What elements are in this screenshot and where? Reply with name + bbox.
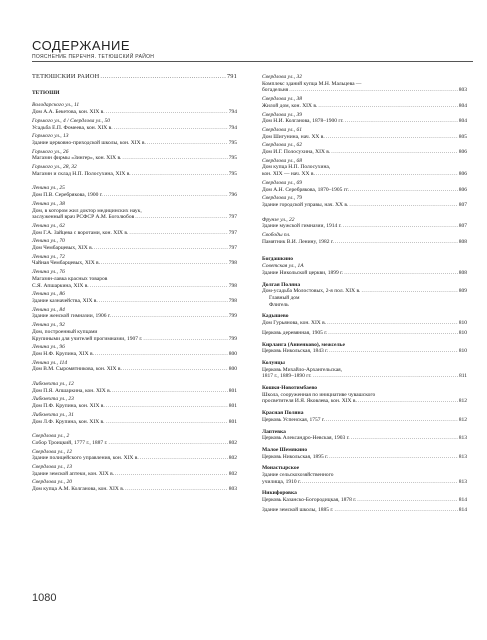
- village-name: Кирланга (Анненково), межселье: [262, 341, 345, 348]
- village-entry: [262, 447, 467, 460]
- entry-page: 813: [458, 453, 467, 460]
- entry-page: 804: [458, 118, 467, 125]
- entry-street: Ленина ул., 86: [32, 291, 65, 298]
- entry-street: Свердлова ул., 32: [262, 74, 302, 80]
- dot-leader: [140, 455, 228, 462]
- entry-desc: Магазин и склад Н.П. Полосухина, XIX в.: [32, 170, 131, 177]
- entry-desc: Усадьба Е.П. Фомеева, кон. XIX в.: [32, 124, 113, 131]
- toc-entry: [32, 185, 237, 198]
- entry-street: Горького ул., 26: [32, 148, 69, 155]
- page-title: СОДЕРЖАНИЕ: [32, 38, 131, 53]
- entry-subitem: Флигель: [269, 301, 289, 308]
- entry-page: 796: [228, 192, 237, 199]
- entry-page: 806: [458, 186, 467, 193]
- toc-entry: [32, 307, 237, 320]
- entry-street: Ленина ул., 62: [32, 222, 65, 229]
- entry-page: 802: [228, 439, 237, 446]
- entry-page: 813: [458, 478, 467, 485]
- dot-leader: [329, 348, 458, 355]
- entry-page: 801: [228, 418, 237, 425]
- dot-leader: [143, 336, 227, 343]
- toc-entry-row[interactable]: [32, 351, 237, 358]
- village-name: Лаптевка: [262, 428, 286, 435]
- dot-leader: [358, 398, 458, 405]
- toc-entry-row[interactable]: [262, 435, 467, 442]
- entry-street: Советская ул., 1А: [262, 263, 304, 270]
- village-name: Кошки-Новотимбаево: [262, 385, 318, 392]
- toc-entry-row[interactable]: [262, 373, 467, 380]
- entry-desc-line: Магазин-лавка красных товаров: [32, 275, 108, 282]
- entry-desc: 1817 г., 1889–1890 гг.: [262, 373, 312, 380]
- entry-page: 797: [228, 229, 237, 236]
- toc-entry: [32, 449, 237, 462]
- entry-street: Горького ул., 13: [32, 133, 69, 140]
- entry-desc-line: Дом купца Н.П. Полосухина,: [262, 164, 331, 171]
- toc-entry-row[interactable]: [32, 440, 237, 447]
- toc-entry: [262, 112, 467, 125]
- entry-desc-line: Здание сельскохозяйственного: [262, 472, 334, 479]
- entry-street: Свердлова ул., 2: [32, 433, 70, 440]
- toc-entry-row[interactable]: [262, 87, 467, 94]
- entry-street: Свердлова ул., 39: [262, 111, 302, 118]
- village-entry: [262, 490, 467, 513]
- entry-page: 797: [228, 214, 237, 221]
- toc-entry: [262, 158, 467, 178]
- toc-entry: [262, 142, 467, 155]
- entry-desc: Дом Л.Ф. Крупина, кон. XIX в.: [32, 418, 105, 425]
- village-name: Кадышево: [262, 313, 289, 320]
- toc-entry-row[interactable]: [32, 214, 237, 221]
- entry-street: Ленина ул., 96: [32, 344, 65, 351]
- toc-entry-row[interactable]: [32, 366, 237, 373]
- entry-street: Либкнехта ул., 12: [32, 381, 74, 388]
- dot-leader: [99, 298, 228, 305]
- toc-entry: [32, 133, 237, 146]
- header: [32, 38, 472, 60]
- dot-leader: [328, 330, 457, 337]
- village-name: Монастырское: [262, 465, 300, 472]
- toc-entry: [262, 96, 467, 109]
- entry-page: 811: [458, 373, 467, 380]
- entry-page: 800: [228, 366, 237, 373]
- entry-page: 799: [228, 313, 237, 320]
- entry-street: Ленина ул., 114: [32, 359, 68, 366]
- entry-desc: Дом купца А.М. Колганова, кон. XIX в.: [32, 486, 125, 493]
- entry-desc: Здание церковно-приходской школы, кон. XIX в.: [32, 139, 146, 146]
- toc-district[interactable]: ТЕТЮШСКИЙ РАЙОН ..... 791: [32, 74, 237, 81]
- village-entry: [262, 410, 467, 423]
- village-name: Малое Шемякино: [262, 446, 308, 453]
- entry-page: 808: [458, 269, 467, 276]
- entry-desc: Дом Шигунина, нач. XX в.: [262, 133, 325, 140]
- entry-street: Ленина ул., 70: [32, 238, 65, 245]
- toc-entry-row[interactable]: [262, 118, 467, 125]
- toc-entry: [32, 322, 237, 342]
- village-name: Богдашкино: [262, 256, 294, 263]
- village-entry: [262, 282, 467, 309]
- entry-page: 802: [228, 470, 237, 477]
- entry-street: Свердлова ул., 38: [262, 96, 302, 103]
- toc-entry-row[interactable]: [32, 171, 237, 178]
- village-name: Долгая Поляна: [262, 281, 301, 288]
- dot-leader: [326, 417, 458, 424]
- entry-desc: Дом П.Я. Апшаркина, кон. XIX в.: [32, 387, 112, 394]
- dot-leader: [361, 288, 457, 295]
- entry-street: Свердлова ул., 20: [32, 479, 72, 486]
- entry-page: 794: [228, 124, 237, 131]
- toc-entry: [32, 269, 237, 289]
- entry-desc: Здание Никольской церкви, 1899 г.: [262, 269, 344, 276]
- right-entries-2: [262, 217, 467, 246]
- toc-entry: [32, 479, 237, 492]
- toc-entry-row[interactable]: [262, 270, 467, 277]
- dot-leader: [302, 479, 458, 486]
- entry-desc: Собор Троицкий, 1777 г., 1887 г.: [32, 439, 108, 446]
- entry-page: 810: [458, 329, 467, 336]
- entry-desc: Здание казначейства, XIX в.: [32, 297, 98, 304]
- toc-entry-row[interactable]: [32, 313, 237, 320]
- entry-desc: Здание полицейского управления, кон. XIX в.: [32, 455, 139, 462]
- toc-entry-row[interactable]: [32, 109, 237, 116]
- village-name: Красная Поляна: [262, 410, 304, 417]
- entry-page: 799: [228, 335, 237, 342]
- entry-page: 798: [228, 260, 237, 267]
- dot-leader: [132, 171, 228, 178]
- dot-leader: [147, 140, 228, 147]
- toc-entry-row[interactable]: [32, 486, 237, 493]
- dot-leader: [123, 366, 228, 373]
- toc-entry: [32, 254, 237, 267]
- toc-entry-row[interactable]: [32, 140, 237, 147]
- toc-entry-row[interactable]: [262, 202, 467, 209]
- dot-leader: [329, 454, 458, 461]
- entry-desc: училища, 1910 г.: [262, 478, 301, 485]
- entry-desc: Дом П.Ф. Крупина, кон. XIX в.: [32, 403, 105, 410]
- right-entries: [262, 74, 467, 209]
- toc-entry-row[interactable]: [32, 125, 237, 132]
- entry-desc: Здание земской аптеки, кон. XIX в.: [32, 470, 115, 477]
- toc-entry: [32, 381, 237, 394]
- toc-entry: [262, 195, 467, 208]
- toc-entry-row[interactable]: [32, 192, 237, 199]
- toc-entry: [32, 433, 237, 446]
- toc-entry: [32, 464, 237, 477]
- entry-desc: Магазин фирмы «Зингер», кон. XIX в.: [32, 155, 122, 162]
- toc-entry: [32, 412, 237, 425]
- toc-entry: [262, 217, 467, 230]
- toc-entry-row[interactable]: [262, 320, 467, 327]
- toc-entry-row[interactable]: [32, 283, 237, 290]
- entry-street: Ленина ул., 84: [32, 306, 65, 313]
- toc-entry: [32, 360, 237, 373]
- village-entry: [262, 465, 467, 485]
- toc-entry: [32, 201, 237, 221]
- entry-desc: Дом И.Г. Полосухина, XIX в.: [262, 149, 331, 156]
- divider: [32, 61, 473, 62]
- entry-street: Свердлова ул., 13: [32, 464, 72, 471]
- entry-desc: Здание городской управы, нач. XX в.: [262, 201, 349, 208]
- entry-page: 809: [458, 288, 467, 295]
- right-column: [262, 74, 467, 519]
- toc-entry-row[interactable]: [32, 419, 237, 426]
- dot-leader: [357, 497, 457, 504]
- entry-desc-line: Дом, в котором жил доктор медицинских наук,: [32, 207, 142, 214]
- toc-entry-row[interactable]: [262, 417, 467, 424]
- entry-desc: Церковь Александро-Невская, 1903 г.: [262, 435, 350, 442]
- village-name: Колунцы: [262, 359, 285, 366]
- dot-leader: [351, 435, 458, 442]
- toc-entry: [262, 127, 467, 140]
- entry-page: 802: [228, 455, 237, 462]
- entry-desc: заслуженный врач РСФСР А.М. Боголюбов: [32, 214, 135, 221]
- dot-leader: [106, 109, 228, 116]
- village-entry: [262, 342, 467, 355]
- entry-desc: Крупиными для учителей прогимназии, 1907 г.: [32, 335, 143, 342]
- entry-page: 814: [458, 506, 467, 513]
- toc-entry-row[interactable]: [262, 454, 467, 461]
- toc-entry-row[interactable]: [262, 497, 467, 504]
- entry-street: Свердлова ул., 79: [262, 195, 302, 202]
- entry-page: 800: [228, 350, 237, 357]
- toc-entry: [32, 164, 237, 177]
- dot-leader: [95, 351, 228, 358]
- toc-entry-row[interactable]: [32, 455, 237, 462]
- dot-leader: [335, 239, 458, 246]
- toc-entry-row[interactable]: [262, 479, 467, 486]
- toc-entry: [32, 102, 237, 115]
- dot-leader: [125, 486, 228, 493]
- entry-desc: С.Я. Апшаркина, XIX в.: [32, 282, 89, 289]
- entry-desc: богадельня: [262, 87, 289, 94]
- entry-page: 807: [458, 201, 467, 208]
- toc-entry-row[interactable]: [32, 298, 237, 305]
- entry-desc: Дом В.М. Сыромятникова, кон. XIX в.: [32, 366, 122, 373]
- toc-entry-row[interactable]: [262, 171, 467, 178]
- entry-street: Либкнехта ул., 31: [32, 411, 74, 418]
- dot-leader: [112, 313, 228, 320]
- toc-town: ТЕТЮШИ: [32, 89, 60, 96]
- entry-desc: Церковь Успенская, 1757 г.: [262, 416, 325, 423]
- toc-entry-row[interactable]: [32, 230, 237, 237]
- entry-subitem: Главный дом: [269, 294, 300, 301]
- entry-desc: Церковь Никольская, 1843 г.: [262, 348, 329, 355]
- dot-leader: [101, 260, 228, 267]
- entry-street: Либкнехта ул., 23: [32, 396, 74, 403]
- toc-entry-row[interactable]: [32, 471, 237, 478]
- dot-leader: [334, 507, 457, 514]
- left-groups: [32, 102, 237, 492]
- entry-page: 808: [458, 238, 467, 245]
- dot-leader: [345, 118, 458, 125]
- entry-page: 806: [458, 171, 467, 178]
- toc-entry-row[interactable]: [262, 348, 467, 355]
- entry-page: 810: [458, 348, 467, 355]
- toc-entry-row[interactable]: [32, 388, 237, 395]
- entry-page: 794: [228, 109, 237, 116]
- dot-leader: [135, 214, 228, 221]
- entry-street: Володарского ул., 11: [32, 102, 80, 109]
- toc-entry-row[interactable]: [262, 398, 467, 405]
- entry-page: 798: [228, 282, 237, 289]
- entry-street: Свободы пл.: [262, 232, 291, 239]
- toc-entry-row[interactable]: [262, 288, 467, 295]
- entry-page: 804: [458, 102, 467, 109]
- entry-desc: Церковь Никольская, 1895 г.: [262, 453, 329, 460]
- entry-desc: Дом П.В. Серебрякова, 1900 г.: [32, 192, 103, 199]
- toc-entry: [32, 291, 237, 304]
- toc-entry: [32, 396, 237, 409]
- entry-street: Фрунзе ул., 22: [262, 216, 295, 223]
- page-subtitle: ПОЯСНЕНИЕ ПЕРЕЧНЯ. ТЕТЮШСКИЙ РАЙОН: [32, 54, 155, 60]
- dot-leader: [129, 230, 227, 237]
- dot-leader: [318, 103, 457, 110]
- entry-page: 810: [458, 320, 467, 327]
- dot-leader: [94, 245, 228, 252]
- dot-leader: [343, 223, 458, 230]
- dot-leader: [344, 270, 458, 277]
- dot-leader: [289, 87, 458, 94]
- toc-entry-row[interactable]: [262, 134, 467, 141]
- entry-desc-line: Школа, сооруженная по инициативе чувашского: [262, 391, 376, 398]
- entry-desc-line: Комплекс зданий купца М.Н. Мальцева —: [262, 80, 362, 87]
- entry-desc: Дом Гурьянова, кон. XIX в.: [262, 320, 327, 327]
- entry-desc: Церковь Казанско-Богородицкая, 1878 г.: [262, 497, 357, 504]
- entry-desc: Дом Н.И. Колганова, 1878–1900 гг.: [262, 118, 344, 125]
- dot-leader: [114, 125, 228, 132]
- village-entry: [262, 256, 467, 276]
- entry-desc: Дом Г.А. Зайцева с воротами, кон. XIX в.: [32, 229, 129, 236]
- entry-page: 806: [458, 149, 467, 156]
- dot-leader: [112, 388, 228, 395]
- entry-page: 814: [458, 497, 467, 504]
- entry-desc: Дом Чембарцевых, XIX в.: [32, 245, 94, 252]
- entry-street: Ленина ул., 76: [32, 269, 65, 276]
- toc-entry-row[interactable]: [32, 245, 237, 252]
- entry-street: Ленина ул., 25: [32, 185, 65, 192]
- entry-desc: Памятник В.И. Ленину, 1982 г.: [262, 238, 334, 245]
- entry-street: Ленина ул., 92: [32, 322, 65, 329]
- dot-leader: [313, 373, 458, 380]
- entry-street: Свердлова ул., 12: [32, 448, 72, 455]
- entry-page: 801: [228, 387, 237, 394]
- entry-page: 803: [228, 486, 237, 493]
- toc-entry-row[interactable]: [32, 403, 237, 410]
- dot-leader: [327, 320, 458, 327]
- entry-page: 797: [228, 245, 237, 252]
- entry-desc: кон. XIX — нач. XX в.: [262, 171, 315, 178]
- entry-page: 812: [458, 416, 467, 423]
- entry-desc: Дом А.Н. Серебрякова, 1870–1905 гг.: [262, 186, 350, 193]
- toc-entry: [32, 238, 237, 251]
- entry-desc: Дом Н.Ф. Крупина, XIX в.: [32, 350, 94, 357]
- toc-entry-row[interactable]: [32, 336, 237, 343]
- dot-leader: [350, 187, 458, 194]
- entry-page: 805: [458, 133, 467, 140]
- toc-entry: [32, 344, 237, 357]
- entry-page: 803: [458, 87, 467, 94]
- toc-entry: [262, 74, 467, 94]
- toc-entry-row[interactable]: [262, 223, 467, 230]
- left-column: [32, 74, 237, 495]
- entry-street: Ленина ул., 38: [32, 200, 65, 207]
- entry-street: Горького ул., 4 / Свердлова ул., 50: [32, 117, 111, 124]
- entry-desc: Жилой дом, кон. XIX в.: [262, 102, 318, 109]
- entry-desc: Церковь деревянная, 1905 г.: [262, 329, 328, 336]
- dot-leader: [331, 149, 457, 156]
- toc-entry-row[interactable]: [32, 155, 237, 162]
- village-entry: [262, 385, 467, 405]
- dot-leader: [122, 155, 227, 162]
- village-name: Никифоровка: [262, 490, 297, 497]
- entry-desc: Здание женской гимназии, 1906 г.: [32, 313, 111, 320]
- toc-entry-row[interactable]: [262, 103, 467, 110]
- entry-page: 812: [458, 398, 467, 405]
- entry-page: 798: [228, 297, 237, 304]
- entry-page: 795: [228, 155, 237, 162]
- right-villages: [262, 256, 467, 518]
- entry-page: 795: [228, 170, 237, 177]
- entry-street: Свердлова ул., 62: [262, 142, 302, 149]
- entry-desc: Дом А.А. Бекетова, кон. XIX в.: [32, 109, 105, 116]
- toc-entry: [32, 223, 237, 236]
- toc-entry: [32, 118, 237, 131]
- dot-leader: [108, 440, 227, 447]
- entry-street: Горького ул., 28, 32: [32, 164, 77, 171]
- dot-leader: [316, 171, 458, 178]
- entry-street: Ленина ул., 72: [32, 253, 65, 260]
- entry-desc: Здание земской школы, 1885 г.: [262, 506, 334, 513]
- dot-leader: [106, 419, 228, 426]
- entry-page: 813: [458, 435, 467, 442]
- entry-desc-line: Дом, построенный купцами: [32, 328, 98, 335]
- entry-street: Свердлова ул., 68: [262, 157, 302, 164]
- entry-street: Свердлова ул., 69: [262, 179, 302, 186]
- toc-entry-row[interactable]: [262, 330, 467, 337]
- toc-entry: [262, 180, 467, 193]
- entry-desc: Дом-усадьба Молостовых, 2-я пол. XIX в.: [262, 288, 361, 295]
- toc-entry: [32, 149, 237, 162]
- entry-desc: просветителя И.Я. Яковлева, кон. XIX в.: [262, 398, 357, 405]
- dot-leader: [106, 403, 228, 410]
- dot-leader: [104, 192, 228, 199]
- dot-leader: [326, 134, 458, 141]
- village-entry: [262, 360, 467, 380]
- entry-page: 795: [228, 139, 237, 146]
- entry-desc: Здание мужской гимназии, 1914 г.: [262, 223, 342, 230]
- toc-entry-row[interactable]: [262, 239, 467, 246]
- entry-page: 807: [458, 223, 467, 230]
- village-entry: [262, 429, 467, 442]
- dot-leader: [115, 471, 228, 478]
- toc-entry-row[interactable]: [262, 507, 467, 514]
- toc-entry-row[interactable]: [262, 149, 467, 156]
- entry-desc-line: Церковь Михайло-Архангельская,: [262, 366, 343, 373]
- toc-entry-row[interactable]: [32, 260, 237, 267]
- page-number: 1080: [32, 592, 57, 604]
- village-entry: [262, 313, 467, 336]
- dot-leader: [349, 202, 457, 209]
- toc-entry: [262, 232, 467, 245]
- dot-leader: [90, 283, 228, 290]
- entry-desc: Чайная Чембарцевых, XIX в.: [32, 260, 101, 267]
- entry-street: Свердлова ул., 61: [262, 126, 302, 133]
- toc-entry-row[interactable]: [262, 187, 467, 194]
- entry-page: 801: [228, 403, 237, 410]
